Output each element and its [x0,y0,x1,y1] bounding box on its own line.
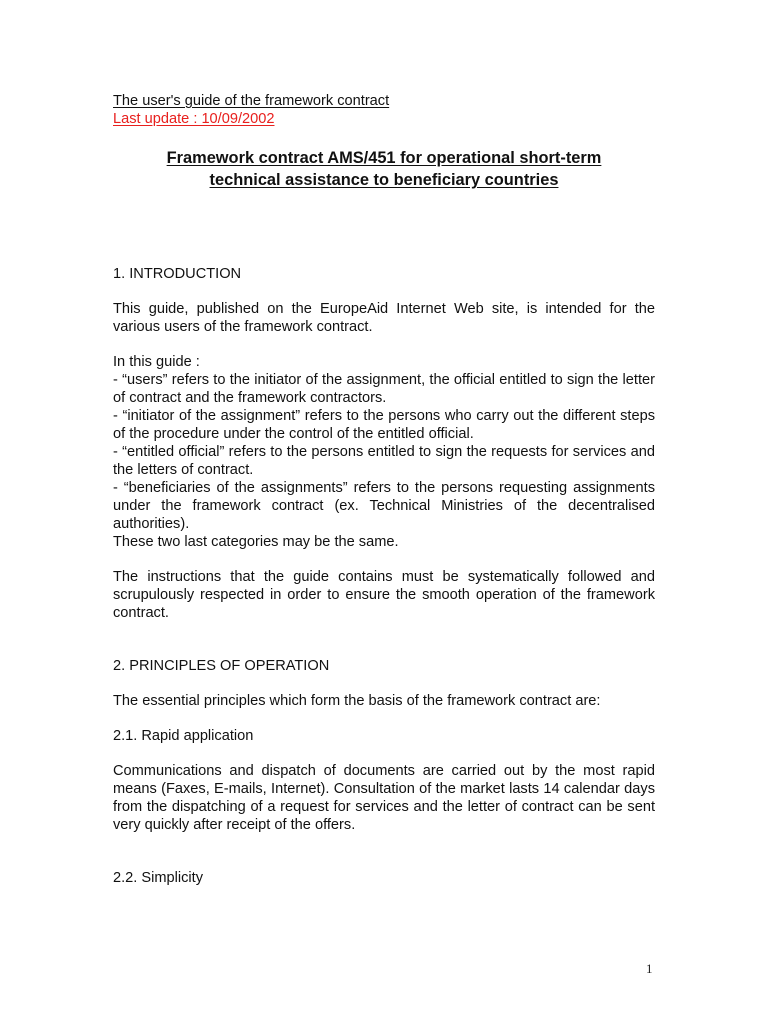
page-number: 1 [646,961,653,976]
page-content [113,92,655,887]
subsection-heading-simplicity: 2.2. Simplicity [113,870,204,886]
guide-title: The user's guide of the framework contract [113,93,390,109]
definition-item-initiator: - “initiator of the assignment” refers to the persons who carry out the different steps of the procedure under the control of the entitled official. [113,408,655,442]
document-title-line-1: Framework contract AMS/451 for operational short-term [166,149,602,167]
categories-note: These two last categories may be the same. [113,534,399,550]
section-heading-principles: 2. PRINCIPLES OF OPERATION [113,658,330,674]
subsection-heading-rapid-application: 2.1. Rapid application [113,728,254,744]
principles-intro: The essential principles which form the basis of the framework contract are: [113,693,601,709]
last-update: Last update : 10/09/2002 [113,111,275,127]
definitions-intro: In this guide : [113,354,200,370]
section-heading-introduction: 1. INTRODUCTION [113,266,242,282]
rapid-application-paragraph: Communications and dispatch of documents are carried out by the most rapid means (Faxes, E-mails, Internet). Consultation of the market lasts 14 calendar days from the dispatching of a request for services and the letter of contract can be sent very quickly after receipt of the offers. [113,763,655,833]
document-title-line-2: technical assistance to beneficiary countries [209,171,559,189]
instructions-paragraph: The instructions that the guide contains must be systematically followed and scrupulously respected in order to ensure the smooth operation of the framework contract. [113,569,655,621]
intro-paragraph: This guide, published on the EuropeAid Internet Web site, is intended for the various users of the framework contract. [113,301,655,335]
definition-item-entitled-official: - “entitled official” refers to the persons entitled to sign the requests for services and the letters of contract. [113,444,655,478]
definition-item-beneficiaries: - “beneficiaries of the assignments” refers to the persons requesting assignments under the framework contract (ex. Technical Ministries of the decentralised authorities). [113,480,655,532]
definition-item-users: - “users” refers to the initiator of the assignment, the official entitled to sign the letter of contract and the framework contractors. [113,372,655,406]
